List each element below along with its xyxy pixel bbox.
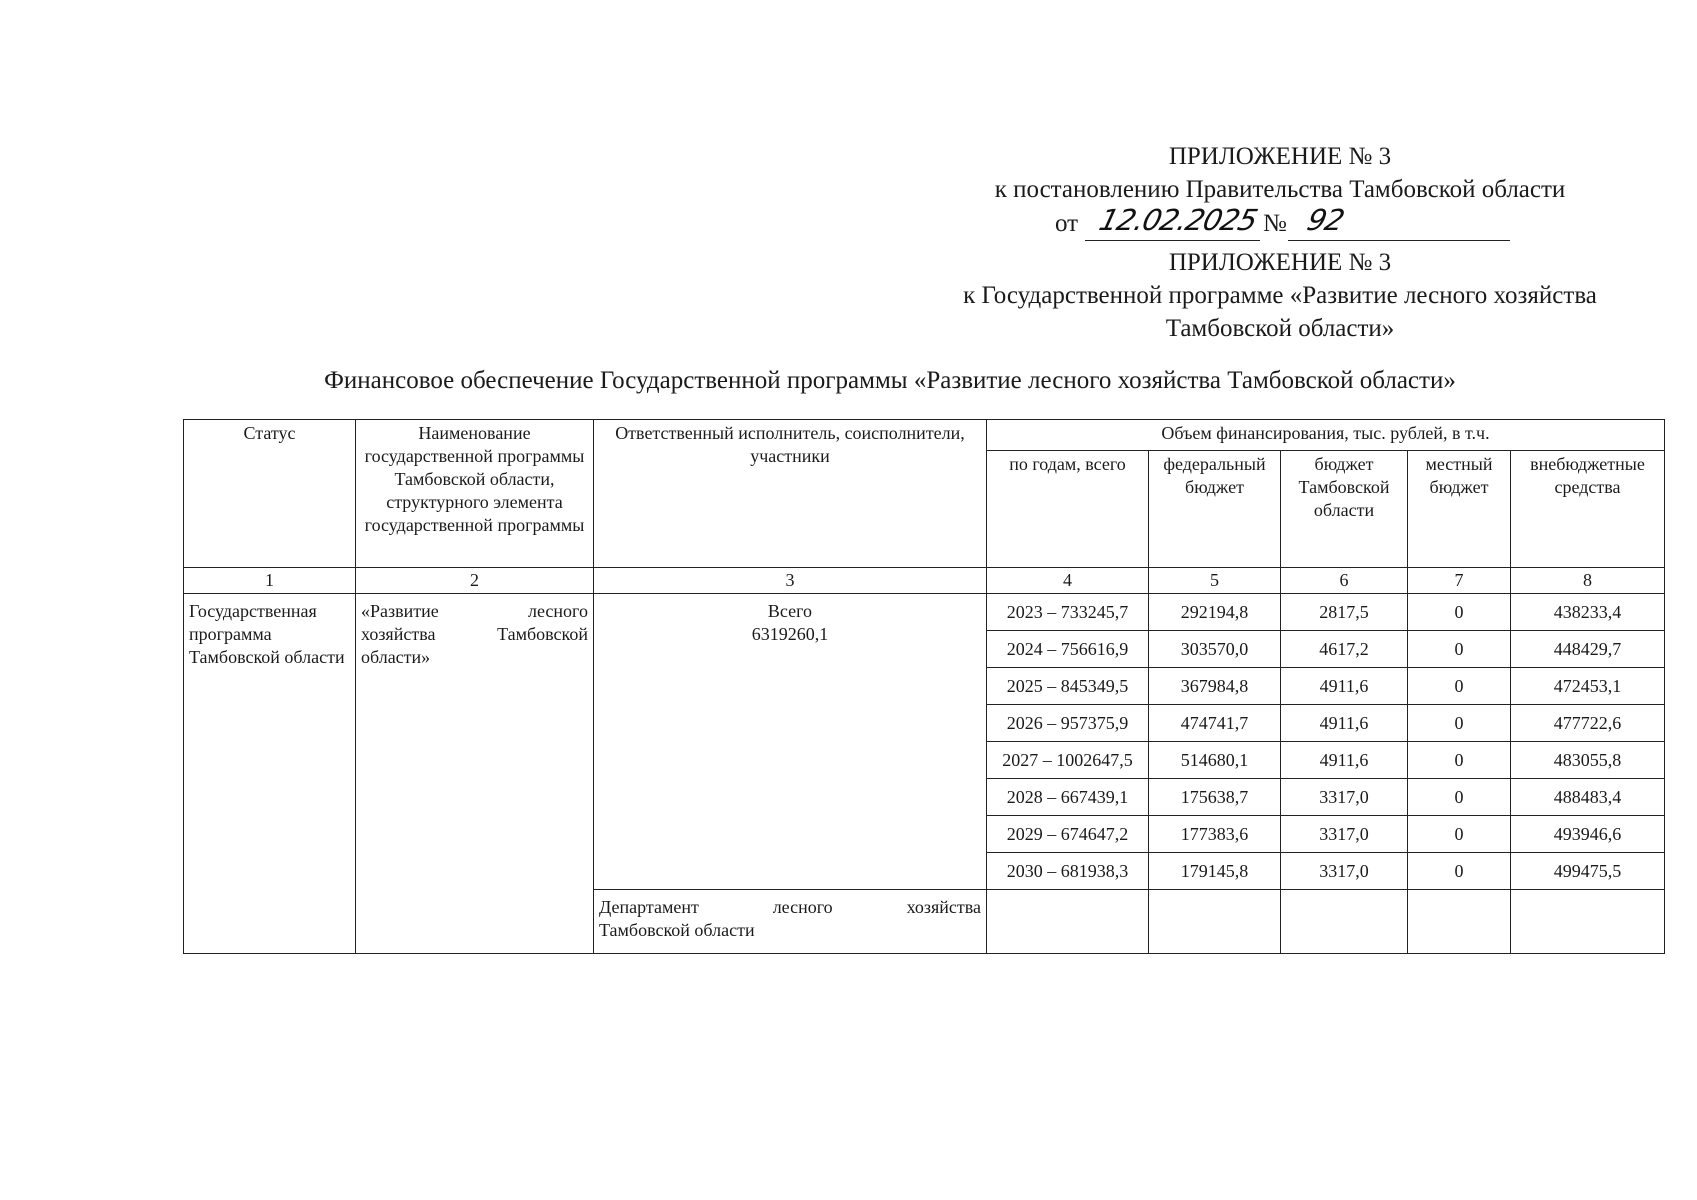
extra-value: 477722,6 <box>1511 705 1665 742</box>
regional-value: 4911,6 <box>1281 742 1408 779</box>
executor-word: лесного <box>772 897 833 917</box>
executor-line <box>599 896 981 919</box>
federal-value: 514680,1 <box>1149 742 1281 779</box>
program-name-word: «Развитие <box>361 601 439 621</box>
federal-value: 177383,6 <box>1149 816 1281 853</box>
regional-value: 3317,0 <box>1281 779 1408 816</box>
executor-word: Департамент <box>599 897 699 917</box>
header-funding: Объем финансирования, тыс. рублей, в т.ч. <box>987 420 1665 451</box>
document-title: Финансовое обеспечение Государственной программы «Развитие лесного хозяйства Тамбовской области» <box>324 367 1456 394</box>
regional-value: 4911,6 <box>1281 705 1408 742</box>
header-name: Наименование государственной программы Тамбовской области, структурного элемента государственной программы <box>356 420 594 568</box>
regional-value: 3317,0 <box>1281 816 1408 853</box>
executor-word: хозяйства <box>906 897 982 917</box>
regional-value: 4617,2 <box>1281 631 1408 668</box>
year-total: 2024 – 756616,9 <box>987 631 1149 668</box>
column-number-row <box>184 568 1665 594</box>
program-name-cell <box>356 594 594 954</box>
column-number: 3 <box>594 568 987 594</box>
header-regional: бюджет Тамбовской области <box>1281 451 1408 568</box>
executor-line: Тамбовской области <box>599 920 755 940</box>
empty-cell <box>1149 890 1281 954</box>
year-total: 2027 – 1002647,5 <box>987 742 1149 779</box>
local-value: 0 <box>1408 705 1511 742</box>
local-value: 0 <box>1408 779 1511 816</box>
appendix-reference-1: к постановлению Правительства Тамбовской области <box>994 176 1566 203</box>
total-cell <box>594 594 987 890</box>
year-total: 2030 – 681938,3 <box>987 853 1149 890</box>
header-by-years: по годам, всего <box>987 451 1149 568</box>
regional-value: 4911,6 <box>1281 668 1408 705</box>
extra-value: 472453,1 <box>1511 668 1665 705</box>
federal-value: 292194,8 <box>1149 594 1281 631</box>
from-label: от <box>1055 210 1079 237</box>
program-name-word: хозяйства <box>361 624 436 644</box>
federal-value: 179145,8 <box>1149 853 1281 890</box>
column-number: 8 <box>1511 568 1665 594</box>
extra-value: 448429,7 <box>1511 631 1665 668</box>
status-cell: Государственная программа Тамбовской области <box>184 594 356 954</box>
appendix-reference-2: к Государственной программе «Развитие лесного хозяйства <box>963 282 1597 309</box>
local-value: 0 <box>1408 668 1511 705</box>
header-extra: внебюджетные средства <box>1511 451 1665 568</box>
empty-cell <box>1281 890 1408 954</box>
year-total: 2026 – 957375,9 <box>987 705 1149 742</box>
program-name-word: лесного <box>528 601 588 621</box>
column-number: 4 <box>987 568 1149 594</box>
financing-table <box>183 419 1665 954</box>
decree-date-number <box>900 203 1660 246</box>
empty-cell <box>1511 890 1665 954</box>
header-responsible: Ответственный исполнитель, соисполнители, участники <box>594 420 987 568</box>
regional-value: 2817,5 <box>1281 594 1408 631</box>
empty-cell <box>987 890 1149 954</box>
table-row <box>184 594 1665 631</box>
extra-value: 499475,5 <box>1511 853 1665 890</box>
year-total: 2029 – 674647,2 <box>987 816 1149 853</box>
header-status: Статус <box>184 420 356 568</box>
federal-value: 175638,7 <box>1149 779 1281 816</box>
header-federal: федеральный бюджет <box>1149 451 1281 568</box>
column-number: 7 <box>1408 568 1511 594</box>
year-total: 2025 – 845349,5 <box>987 668 1149 705</box>
total-label: Всего <box>767 601 813 621</box>
total-value: 6319260,1 <box>751 624 829 644</box>
empty-cell <box>1408 890 1511 954</box>
local-value: 0 <box>1408 816 1511 853</box>
federal-value: 367984,8 <box>1149 668 1281 705</box>
handwritten-number: 92 <box>1303 203 1348 237</box>
handwritten-date: 12.02.2025 <box>1095 203 1261 237</box>
program-name-line <box>361 600 588 623</box>
local-value: 0 <box>1408 631 1511 668</box>
program-name-line <box>361 623 588 646</box>
number-label: № <box>1263 210 1287 237</box>
program-name-word: Тамбовской <box>497 624 588 644</box>
extra-value: 493946,6 <box>1511 816 1665 853</box>
executor-cell <box>594 890 987 954</box>
column-number: 5 <box>1149 568 1281 594</box>
year-total: 2023 – 733245,7 <box>987 594 1149 631</box>
header-row-top <box>184 420 1665 451</box>
local-value: 0 <box>1408 594 1511 631</box>
appendix-header <box>900 140 1660 345</box>
federal-value: 303570,0 <box>1149 631 1281 668</box>
regional-value: 3317,0 <box>1281 853 1408 890</box>
column-number: 1 <box>184 568 356 594</box>
extra-value: 483055,8 <box>1511 742 1665 779</box>
program-name-line: области» <box>361 647 431 667</box>
extra-value: 438233,4 <box>1511 594 1665 631</box>
header-local: местный бюджет <box>1408 451 1511 568</box>
extra-value: 488483,4 <box>1511 779 1665 816</box>
appendix-title-2: ПРИЛОЖЕНИЕ № 3 <box>1168 249 1392 276</box>
appendix-reference-3: Тамбовской области» <box>1165 315 1395 342</box>
federal-value: 474741,7 <box>1149 705 1281 742</box>
local-value: 0 <box>1408 742 1511 779</box>
appendix-title-1: ПРИЛОЖЕНИЕ № 3 <box>1168 143 1392 170</box>
column-number: 2 <box>356 568 594 594</box>
year-total: 2028 – 667439,1 <box>987 779 1149 816</box>
local-value: 0 <box>1408 853 1511 890</box>
column-number: 6 <box>1281 568 1408 594</box>
